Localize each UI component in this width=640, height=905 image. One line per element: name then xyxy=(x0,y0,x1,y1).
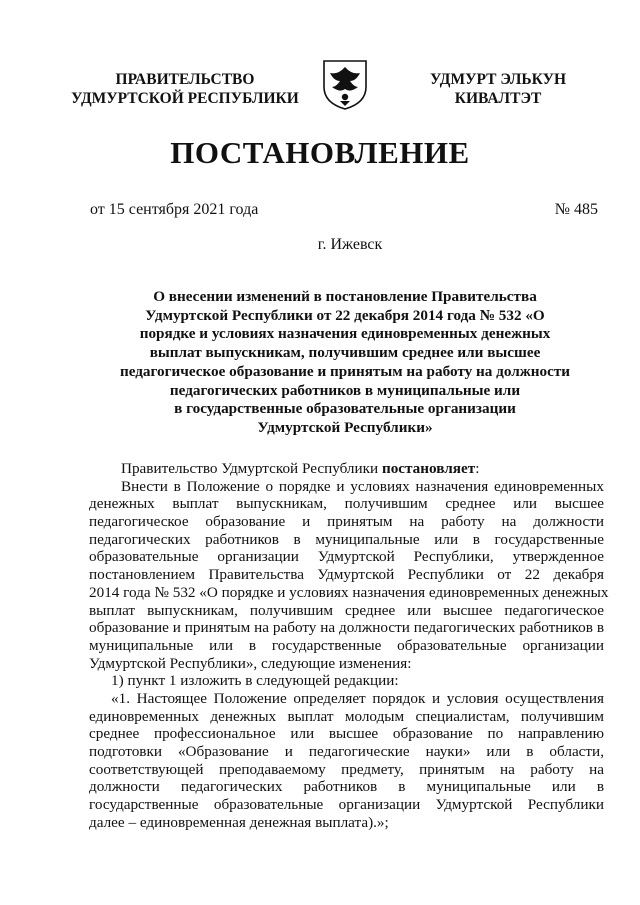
header-left-line1: ПРАВИТЕЛЬСТВО xyxy=(115,71,255,88)
subject-line: Удмуртской Республики» xyxy=(257,418,433,436)
body-line: постановлением Правительства Удмуртской Республики от 22 декабря xyxy=(89,566,604,584)
intro-paragraph xyxy=(89,460,604,478)
body-line: подготовки «Образование и педагогические науки» или в области, xyxy=(89,743,604,760)
intro-text: Правительство Удмуртской Республики xyxy=(121,460,382,477)
udmurt-emblem-icon xyxy=(320,57,370,111)
body-line: муниципальные или в государственные образовательные организации xyxy=(89,636,604,654)
header-left-line2: УДМУРТСКОЙ РЕСПУБЛИКИ xyxy=(71,90,299,107)
document-date: от 15 сентября 2021 года xyxy=(90,201,259,218)
body-line: «1. Настоящее Положение определяет порядок и условия осуществления xyxy=(111,689,604,707)
document-city: г. Ижевск xyxy=(317,236,383,253)
subject-line: педагогических работников в муниципальные или xyxy=(169,381,521,399)
body-line: единовременных денежных выплат молодым специалистам, получившим xyxy=(89,707,604,725)
body-line: образование и принятым на работу на должности педагогических работников в xyxy=(89,619,604,637)
body-line: 1) пункт 1 изложить в следующей редакции: xyxy=(111,672,399,690)
government-name-udm xyxy=(398,70,598,108)
body-line: педагогических работников в муниципальные или в государственные xyxy=(89,530,604,548)
document-subject xyxy=(105,288,585,438)
government-name-ru xyxy=(62,70,308,108)
subject-line: О внесении изменений в постановление Правительства xyxy=(153,288,537,305)
header-right-line2: КИВАЛТЭТ xyxy=(454,90,542,107)
body-line: образовательные организации Удмуртской Республики, утвержденное xyxy=(89,548,604,566)
body-line: 2014 года № 532 «О порядке и условиях назначения единовременных денежных xyxy=(89,583,609,601)
body-line: среднее профессиональное или высшее образование по направлению xyxy=(89,725,604,743)
document-number: № 485 xyxy=(554,201,598,218)
document-body xyxy=(89,460,609,831)
body-line: далее – единовременная денежная выплата).»; xyxy=(89,813,389,831)
body-line: государственные образовательные организации Удмуртской Республики xyxy=(89,796,604,814)
subject-line: порядке и условиях назначения единовременных денежных xyxy=(139,325,551,343)
header-right-line1: УДМУРТ ЭЛЬКУН xyxy=(429,71,567,88)
intro-colon: : xyxy=(475,460,480,477)
document-title: ПОСТАНОВЛЕНИЕ xyxy=(170,135,470,170)
body-line: денежных выплат выпускникам, получившим среднее или высшее xyxy=(89,495,604,513)
body-line: соответствующей преподаваемому предмету, принятым на работу на xyxy=(89,760,604,778)
intro-keyword: постановляет xyxy=(381,460,476,477)
body-line: выплат выпускникам, получившим среднее или высшее педагогическое xyxy=(89,601,604,619)
body-line: Удмуртской Республики», следующие изменения: xyxy=(89,654,412,672)
subject-line: в государственные образовательные организации xyxy=(174,400,516,418)
body-line: Внести в Положение о порядке и условиях назначения единовременных xyxy=(121,477,604,495)
subject-line: выплат выпускникам, получившим среднее или высшее xyxy=(149,344,541,362)
body-line: педагогическое образование и принятым на работу на должности xyxy=(89,513,604,531)
subject-line: педагогическое образование и принятым на работу на должности xyxy=(119,362,571,380)
subject-line: Удмуртской Республики от 22 декабря 2014 года № 532 «О xyxy=(145,306,545,324)
body-line: должности педагогических работников в муниципальные или в xyxy=(89,778,604,796)
